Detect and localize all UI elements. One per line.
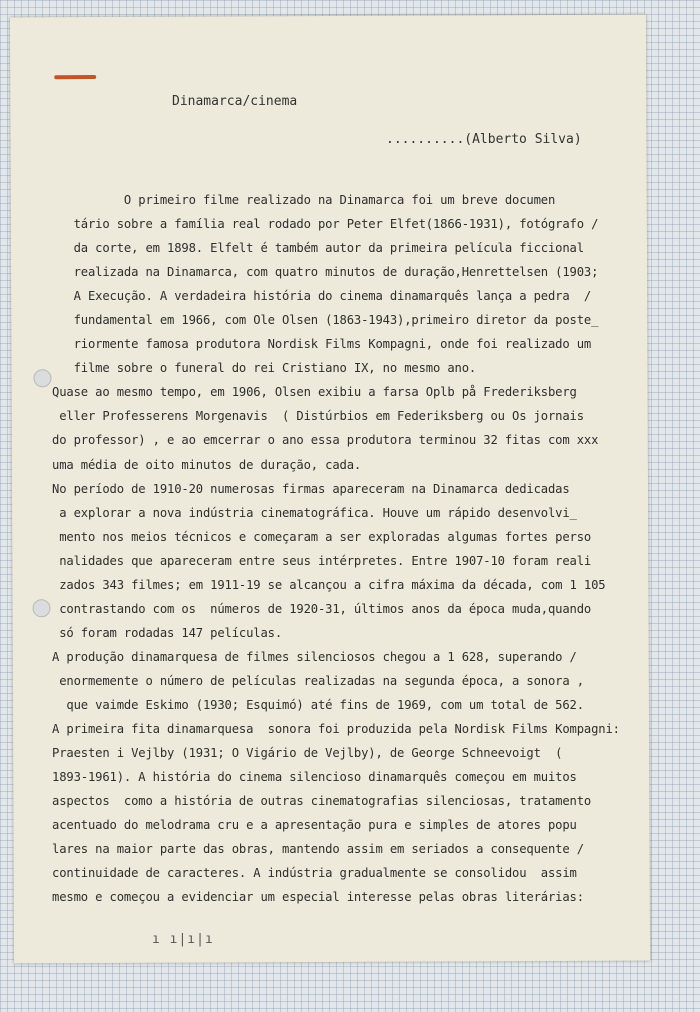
text-line: realizada na Dinamarca, com quatro minutos de duração,Henrettelsen (1903; xyxy=(52,265,599,280)
text-line: O primeiro filme realizado na Dinamarca foi um breve documen xyxy=(52,193,556,207)
text-line: acentuado do melodrama cru e a apresentação pura e simples de atores popu xyxy=(52,818,577,833)
text-line: eller Professerens Morgenavis ( Distúrbios em Federiksberg ou Os jornais xyxy=(52,409,584,424)
text-line: nalidades que apareceram entre seus intérpretes. Entre 1907-10 foram reali xyxy=(52,553,592,568)
text-line: mesmo e começou a evidenciar um especial interesse pelas obras literárias: xyxy=(52,890,584,905)
text-line: No período de 1910-20 numerosas firmas apareceram na Dinamarca dedicadas xyxy=(52,481,570,496)
text-line: riormente famosa produtora Nordisk Films Kompagni, onde foi realizado um xyxy=(52,337,592,352)
text-line: tário sobre a família real rodado por Peter Elfet(1866-1931), fotógrafo / xyxy=(52,217,599,232)
text-line: contrastando com os números de 1920-31, últimos anos da época muda,quando xyxy=(52,601,592,616)
text-line: só foram rodadas 147 películas. xyxy=(52,625,282,640)
text-line: aspectos como a história de outras cinematografias silenciosas, tratamento xyxy=(52,794,592,809)
text-line: do professor) , e ao emcerrar o ano essa produtora terminou 32 fitas com xxx xyxy=(52,433,599,448)
text-line: continuidade de caracteres. A indústria gradualmente se consolidou assim xyxy=(52,866,577,881)
text-line: Praesten i Vejlby (1931; O Vigário de Vejlby), de George Schneevoigt ( xyxy=(52,746,563,761)
text-line: lares na maior parte das obras, mantendo assim em seriados a consequente / xyxy=(52,842,584,857)
text-line: que vaimde Eskimo (1930; Esquimó) até fins de 1969, com um total de 562. xyxy=(52,697,584,712)
text-line: uma média de oito minutos de duração, cada. xyxy=(52,457,362,472)
author-line: ..........(Alberto Silva) xyxy=(386,132,582,147)
text-line: fundamental em 1966, com Ole Olsen (1863-1943),primeiro diretor da poste_ xyxy=(52,313,599,328)
text-line: A primeira fita dinamarquesa sonora foi produzida pela Nordisk Films Kompagni: xyxy=(52,722,620,737)
text-line: A Execução. A verdadeira história do cinema dinamarquês lança a pedra / xyxy=(52,289,592,304)
text-line: Quase ao mesmo tempo, em 1906, Olsen exibiu a farsa Oplb på Frederiksberg xyxy=(52,385,577,400)
punch-hole xyxy=(33,369,51,387)
text-line: filme sobre o funeral do rei Cristiano IX, no mesmo ano. xyxy=(52,361,477,376)
text-line: 1893-1961). A história do cinema silencioso dinamarquês começou em muitos xyxy=(52,770,577,785)
sticky-tab xyxy=(54,75,96,79)
text-line: da corte, em 1898. Elfelt é também autor da primeira película ficcional xyxy=(52,241,584,256)
tally-marks: ı ı|ı|ı xyxy=(152,932,214,947)
text-line: enormemente o número de películas realizadas na segunda época, a sonora , xyxy=(52,673,584,688)
punch-hole xyxy=(32,599,50,617)
document-heading: Dinamarca/cinema xyxy=(172,94,298,109)
text-line: zados 343 filmes; em 1911-19 se alcançou a cifra máxima da década, com 1 105 xyxy=(52,577,606,592)
text-line: A produção dinamarquesa de filmes silenciosos chegou a 1 628, superando / xyxy=(52,649,577,664)
text-line: a explorar a nova indústria cinematográfica. Houve um rápido desenvolvi_ xyxy=(52,505,577,520)
body-text xyxy=(52,188,652,909)
text-line: mento nos meios técnicos e começaram a ser exploradas algumas fortes perso xyxy=(52,529,592,544)
